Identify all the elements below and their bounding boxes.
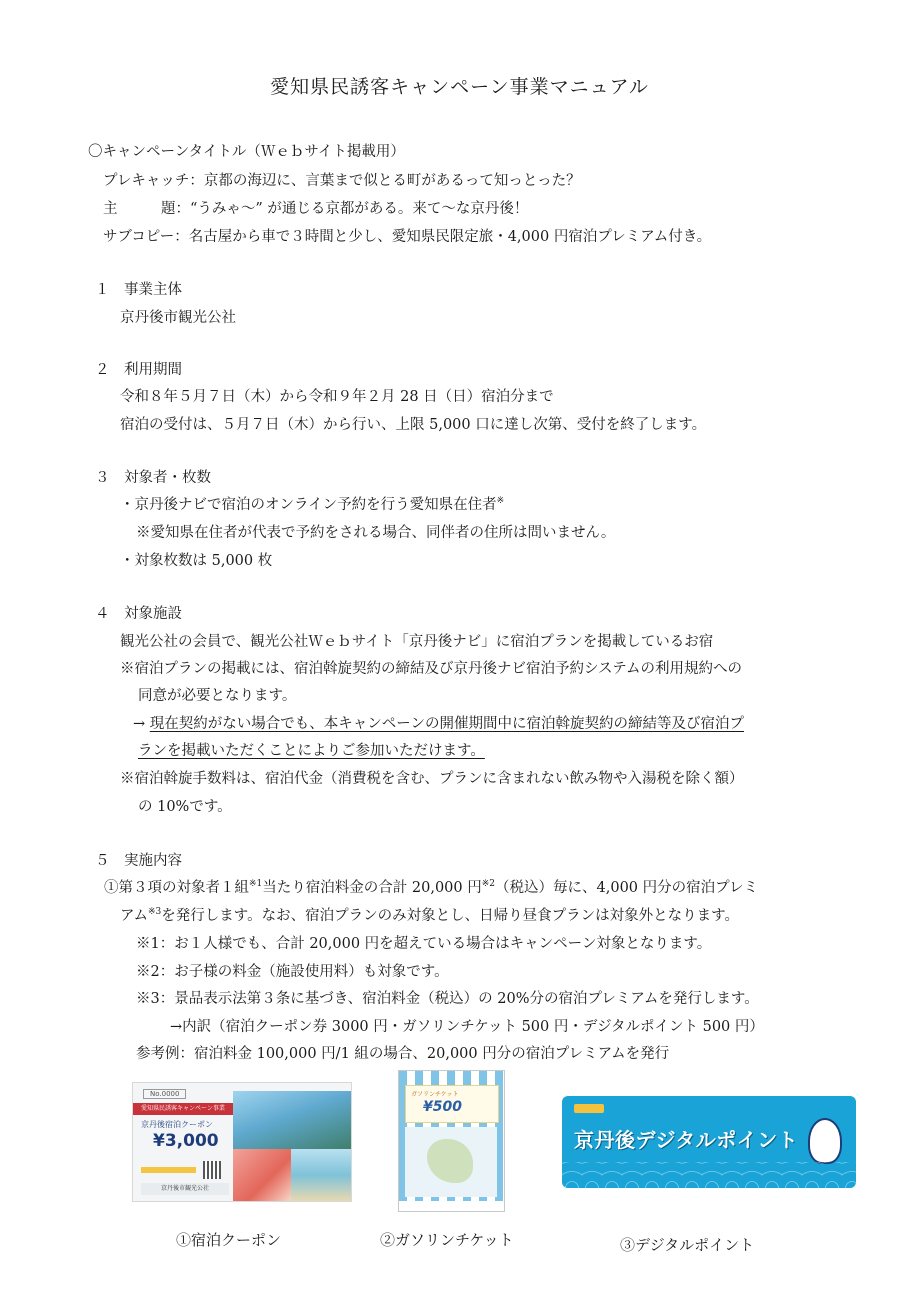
sub-copy-text: 名古屋から車で３時間と少し、愛知県民限定旅・4,000 円宿泊プレミアム付き。 <box>188 229 712 245</box>
mascot-icon <box>808 1118 842 1164</box>
p1-text-a: ①第３項の対象者１組 <box>104 880 249 896</box>
p1-text-b: 当たり宿泊料金の合計 20,000 円 <box>262 880 482 896</box>
p1-text-c: （税込）毎に、4,000 円分の宿泊プレミ <box>495 880 759 896</box>
coupon-footer: 京丹後市観光公社 <box>141 1183 229 1195</box>
section5-para-line1 <box>104 878 758 898</box>
p1-sup1: ※1 <box>249 879 263 890</box>
coupon-number: No.0000 <box>143 1089 186 1099</box>
document-title: 愛知県民誘客キャンペーン事業マニュアル <box>270 76 649 98</box>
wave-pattern <box>562 1162 856 1188</box>
sub-copy-label: サブコピー： <box>103 229 189 245</box>
coupon-banner: 愛知県民誘客キャンペーン事業 <box>133 1103 233 1115</box>
section4-underline1 <box>133 714 744 734</box>
gasoline-ticket-image <box>398 1070 505 1212</box>
section5-example: 参考例：宿泊料金 100,000 円/1 組の場合、20,000 円分の宿泊プレミアムを発行 <box>136 1046 670 1062</box>
section2-heading: ２ 利用期間 <box>95 362 182 378</box>
campaign-heading: 〇キャンペーンタイトル（Ｗｅｂサイト掲載用） <box>88 144 405 160</box>
p2-text-a: アム <box>120 908 148 924</box>
section3-heading: ３ 対象者・枚数 <box>95 470 211 486</box>
sub-copy-line <box>103 227 711 247</box>
coupon-band <box>141 1167 196 1173</box>
section5-para-line2 <box>120 906 739 926</box>
gas-ticket-value: ¥500 <box>423 1099 462 1115</box>
p2-text-b: を発行します。なお、宿泊プランのみ対象とし、日帰り昼食プランは対象外となります。 <box>161 908 739 924</box>
main-theme-line <box>103 199 528 219</box>
section4-underline2: ランを掲載いただくことによりご参加いただけます。 <box>138 743 485 759</box>
main-theme-text: “うみゃ～” が通じる京都がある。来て～な京丹後！ <box>190 201 529 217</box>
section2-reception: 宿泊の受付は、５月７日（木）から行い、上限 5,000 口に達し次第、受付を終了します。 <box>120 417 707 433</box>
coupon-photo-beach <box>291 1149 351 1201</box>
coupon-title: 京丹後宿泊クーポン <box>141 1120 213 1129</box>
coupon-photo-onsen <box>233 1091 351 1149</box>
section5-note3: ※3：景品表示法第３条に基づき、宿泊料金（税込）の 20%分の宿泊プレミアムを発行します。 <box>136 991 759 1007</box>
section3-item2: ・対象枚数は 5,000 枚 <box>120 553 273 569</box>
section1-body: 京丹後市観光公社 <box>120 310 236 326</box>
section5-note2: ※2：お子様の料金（施設使用料）も対象です。 <box>136 964 449 980</box>
section4-note2a: ※宿泊斡旋手数料は、宿泊代金（消費税を含む、プランに含まれない飲み物や入湯税を除く額） <box>120 771 744 787</box>
gas-ticket-bottom <box>399 1201 504 1211</box>
section5-breakdown: →内訳（宿泊クーポン券 3000 円・ガソリンチケット 500 円・デジタルポイント 500 円） <box>170 1019 764 1035</box>
p2-sup3: ※3 <box>148 907 162 918</box>
section3-item1-text: ・京丹後ナビで宿泊のオンライン予約を行う愛知県在住者 <box>120 497 497 513</box>
coupon-image <box>132 1082 352 1202</box>
coupon-amount: ¥3,000 <box>153 1131 219 1151</box>
caption-digital: ③デジタルポイント <box>620 1236 755 1254</box>
section4-line1: 観光公社の会員で、観光公社Ｗｅｂサイト「京丹後ナビ」に宿泊プランを掲載しているお宿 <box>120 634 714 650</box>
section3-item1-sup: ※ <box>496 496 505 507</box>
pre-catch-text: 京都の海辺に、言葉まで似とる町があるって知っとった？ <box>203 173 581 189</box>
section4-under-text1: 現在契約がない場合でも、本キャンペーンの開催期間中に宿泊斡旋契約の締結等及び宿泊プ <box>149 716 744 732</box>
caption-gasoline: ②ガソリンチケット <box>380 1231 514 1249</box>
gas-ticket-label: ガソリンチケット <box>411 1091 459 1098</box>
pre-catch-line <box>103 171 581 191</box>
section3-item1 <box>120 495 504 515</box>
p1-sup2: ※2 <box>481 879 496 890</box>
gas-ticket-map <box>405 1127 497 1197</box>
qr-code-icon <box>203 1161 221 1179</box>
pre-catch-label: プレキャッチ： <box>103 173 204 189</box>
section3-note: ※愛知県在住者が代表で予約をされる場合、同伴者の住所は問いません。 <box>136 525 616 541</box>
section2-period: 令和８年５月７日（木）から令和９年２月 28 日（日）宿泊分まで <box>120 389 554 405</box>
section1-heading: １ 事業主体 <box>95 282 182 298</box>
arrow-icon: → <box>133 716 146 732</box>
section4-heading: ４ 対象施設 <box>95 606 182 622</box>
section5-heading: ５ 実施内容 <box>95 853 182 869</box>
section5-note1: ※1：お１人様でも、合計 20,000 円を超えている場合はキャンペーン対象となります。 <box>136 936 712 952</box>
digital-point-tag <box>574 1104 604 1113</box>
main-theme-label: 主 題： <box>103 201 190 217</box>
section4-note2b: の 10%です。 <box>138 799 232 815</box>
digital-point-image <box>562 1096 856 1188</box>
section4-note1b: 同意が必要となります。 <box>138 688 297 704</box>
section4-note1a: ※宿泊プランの掲載には、宿泊斡旋契約の締結及び京丹後ナビ宿泊予約システムの利用規約への <box>120 661 743 677</box>
coupon-photo-crab <box>233 1149 291 1201</box>
caption-coupon: ①宿泊クーポン <box>176 1231 282 1249</box>
digital-point-logo-text: 京丹後デジタルポイント <box>574 1128 799 1152</box>
